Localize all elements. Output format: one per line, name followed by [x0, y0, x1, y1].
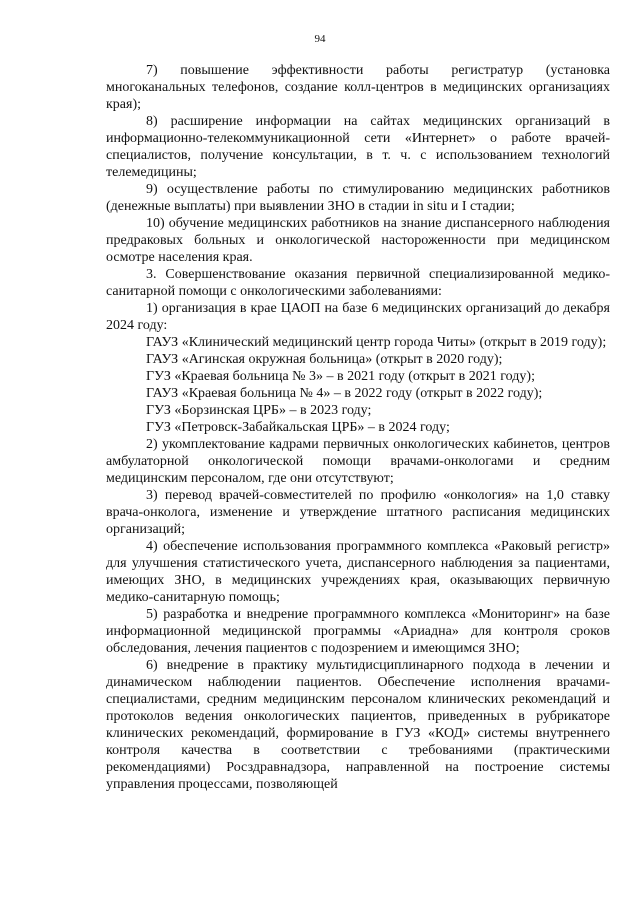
- document-body: [106, 62, 610, 793]
- section-heading-3: 3. Совершенствование оказания первичной специализированной медико-санитарной помощи с онкологическими заболеваниями:: [106, 267, 610, 299]
- paragraph-item-4: 4) обеспечение использования программного комплекса «Раковый регистр» для улучшения статистического учета, диспансерного наблюдения за пациентами, имеющих ЗНО, в медицинских учреждениях края, оказывающих первичную медико-санитарную помощь;: [106, 539, 610, 605]
- paragraph-item-1: 1) организация в крае ЦАОП на базе 6 медицинских организаций до декабря 2024 году:: [106, 301, 610, 333]
- paragraph-item-6: 6) внедрение в практику мультидисциплинарного подхода в лечении и динамическом наблюдении пациентов. Обеспечение исполнения врачами-специалистами, средним медицинским персоналом клинических рекомендаций и протоколов ведения онкологических пациентов, приведенных в рубрикаторе клинических рекомендаций, формирование в ГУЗ «КОД» системы внутреннего контроля качества в соответствии с требованиями (практическими рекомендациями) Росздравнадзора, направленной на построение системы управления процессами, позволяющей: [106, 658, 610, 792]
- organization-list-item: ГАУЗ «Краевая больница № 4» – в 2022 году (открыт в 2022 году);: [146, 386, 543, 401]
- paragraph-item-7: 7) повышение эффективности работы регистратур (установка многоканальных телефонов, создание колл-центров в медицинских организациях края);: [106, 63, 610, 112]
- paragraph-item-2: 2) укомплектование кадрами первичных онкологических кабинетов, центров амбулаторной онкологической помощи врачами-онкологами и средним медицинским персоналом, где они отсутствуют;: [106, 437, 610, 486]
- paragraph-item-5: 5) разработка и внедрение программного комплекса «Мониторинг» на базе информационной медицинской программы «Ариадна» для контроля сроков обследования, лечения пациентов с подозрением и имеющимся ЗНО;: [106, 607, 610, 656]
- paragraph-item-3: 3) перевод врачей-совместителей по профилю «онкология» на 1,0 ставку врача-онколога, изменение и утверждение штатного расписания медицинских организаций;: [106, 488, 610, 537]
- page-number: 94: [314, 33, 326, 45]
- organization-list-item: ГУЗ «Петровск-Забайкальская ЦРБ» – в 2024 году;: [146, 420, 450, 435]
- organization-list-item: ГУЗ «Краевая больница № 3» – в 2021 году (открыт в 2021 году);: [146, 369, 535, 384]
- paragraph-item-9: 9) осуществление работы по стимулированию медицинских работников (денежные выплаты) при выявлении ЗНО в стадии in situ и I стадии;: [106, 182, 610, 214]
- organization-list-item: ГАУЗ «Клинический медицинский центр города Читы» (открыт в 2019 году);: [146, 335, 607, 350]
- paragraph-item-10: 10) обучение медицинских работников на знание диспансерного наблюдения предраковых больных и онкологической настороженности при медицинском осмотре населения края.: [106, 216, 610, 265]
- organization-list-item: ГАУЗ «Агинская окружная больница» (открыт в 2020 году);: [146, 352, 503, 367]
- paragraph-item-8: 8) расширение информации на сайтах медицинских организаций в информационно-телекоммуникационной сети «Интернет» о работе врачей-специалистов, получение консультации, в т. ч. с использованием технологий телемедицины;: [106, 114, 610, 180]
- organization-list-item: ГУЗ «Борзинская ЦРБ» – в 2023 году;: [146, 403, 372, 418]
